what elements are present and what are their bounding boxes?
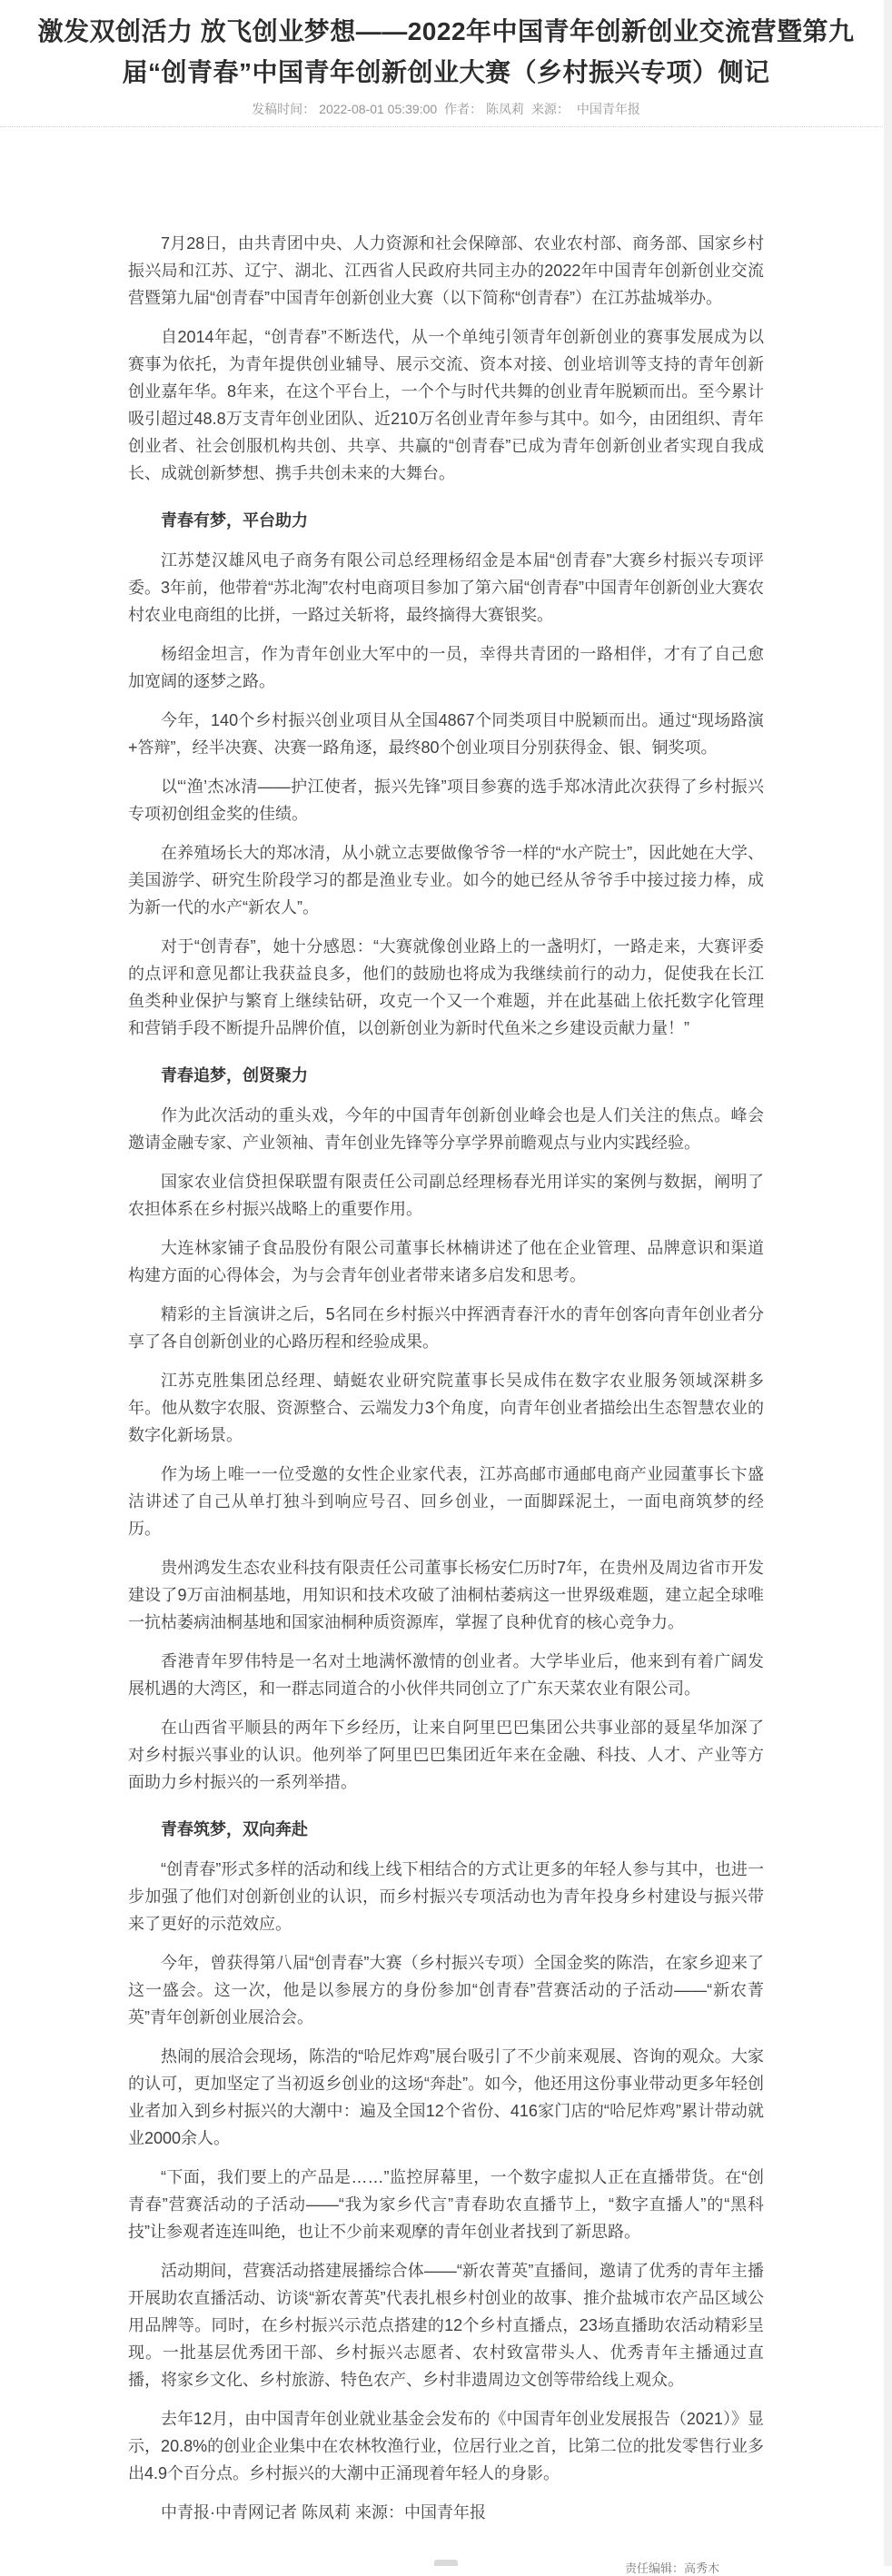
article-title: 激发双创活力 放飞创业梦想——2022年中国青年创新创业交流营暨第九届“创青春”中国青年创新创业大赛（乡村振兴专项）侧记 — [37, 17, 855, 86]
editor-label: 责任编辑： — [624, 2561, 684, 2575]
article-paragraph: 热闹的展洽会现场，陈浩的“哈尼炸鸡”展台吸引了不少前来观展、咨询的观众。大家的认可，更加坚定了当初返乡创业的这场“奔赴”。如今，他还用这份事业带动更多年轻创业者加入到乡村振兴的大潮中：遍及全国12个省份、416家门店的“哈尼炸鸡”累计带动就业2000余人。 — [128, 2047, 764, 2147]
article-paragraph: 贵州鸿发生态农业科技有限责任公司董事长杨安仁历时7年，在贵州及周边省市开发建设了9万亩油桐基地，用知识和技术攻破了油桐枯萎病这一世界级难题，建立起全球唯一抗枯萎病油桐基地和国家油桐种质资源库，掌握了良种优育的核心竞争力。 — [128, 1559, 764, 1631]
article-paragraph: 作为此次活动的重头戏，今年的中国青年创新创业峰会也是人们关注的焦点。峰会邀请金融专家、产业领袖、青年创业先锋等分享学界前瞻观点与业内实践经验。 — [128, 1106, 764, 1152]
article-paragraph: 在山西省平顺县的两年下乡经历，让来自阿里巴巴集团公共事业部的聂星华加深了对乡村振兴事业的认识。他列举了阿里巴巴集团近年来在金融、科技、人才、产业等方面助力乡村振兴的一系列举措。 — [128, 1719, 764, 1791]
page-bottom-divider — [434, 2560, 458, 2566]
article-paragraph: 大连林家铺子食品股份有限公司董事长林楠讲述了他在企业管理、品牌意识和渠道构建方面的心得体会，为与会青年创业者带来诸多启发和思考。 — [128, 1239, 764, 1284]
article-body — [128, 127, 764, 2526]
article-meta — [0, 100, 892, 118]
section-heading: 青春有梦，平台助力 — [161, 511, 308, 530]
article-paragraph: 自2014年起，“创青春”不断迭代，从一个单纯引领青年创新创业的赛事发展成为以赛事为依托，为青年提供创业辅导、展示交流、资本对接、创业培训等支持的青年创新创业嘉年华。8年来，在这个平台上，一个个与时代共舞的创业青年脱颖而出。至今累计吸引超过48.8万支青年创业团队、近210万名创业青年参与其中。如今，由团组织、青年创业者、社会创服机构共创、共享、共赢的“创青春”已成为青年创新创业者实现自我成长、成就创新梦想、携手共创未来的大舞台。 — [128, 328, 764, 482]
article-paragraph: 去年12月，由中国青年创业就业基金会发布的《中国青年创业发展报告（2021）》显示，20.8%的创业企业集中在农林牧渔行业，位居行业之首，比第二位的批发零售行业多出4.9个百分点。乡村振兴的大潮中正涌现着年轻人的身影。 — [128, 2410, 764, 2482]
article-paragraph: 江苏克胜集团总经理、蜻蜓农业研究院董事长吴成伟在数字农业服务领域深耕多年。他从数字农服、资源整合、云端发力3个角度，向青年创业者描绘出生态智慧农业的数字化新场景。 — [128, 1372, 764, 1444]
author-label: 作者： — [444, 102, 483, 116]
editor-value: 高秀木 — [683, 2561, 719, 2575]
article-paragraph: 以“‘渔’杰冰清——护江使者，振兴先锋”项目参赛的选手郑冰清此次获得了乡村振兴专项初创组金奖的佳绩。 — [128, 778, 764, 823]
article-paragraph: 国家农业信贷担保联盟有限责任公司副总经理杨春光用详实的案例与数据，阐明了农担体系在乡村振兴战略上的重要作用。 — [128, 1173, 764, 1218]
article-paragraph: 中青报·中青网记者 陈凤莉 来源：中国青年报 — [161, 2503, 486, 2522]
publish-time-label: 发稿时间： — [252, 102, 316, 116]
article-paragraph: “创青春”形式多样的活动和线上线下相结合的方式让更多的年轻人参与其中，也进一步加强了他们对创新创业的认识，而乡村振兴专项活动也为青年投身乡村建设与振兴带来了更好的示范效应。 — [128, 1860, 764, 1933]
section-heading: 青春追梦，创贤聚力 — [161, 1066, 308, 1085]
article-paragraph: 活动期间，营赛活动搭建展播综合体——“新农菁英”直播间，邀请了优秀的青年主播开展助农直播活动、访谈“新农菁英”代表扎根乡村创业的故事、推介盐城市农产品区域公用品牌等。同时，在乡村振兴示范点搭建的12个乡村直播点，23场直播助农活动精彩呈现。一批基层优秀团干部、乡村振兴志愿者、农村致富带头人、优秀青年主播通过直播，将家乡文化、乡村旅游、特色农产、乡村非遗周边文创等带给线上观众。 — [128, 2262, 764, 2389]
article-paragraph: 今年，曾获得第八届“创青春”大赛（乡村振兴专项）全国金奖的陈浩，在家乡迎来了这一盛会。这一次，他是以参展方的身份参加“创青春”营赛活动的子活动——“新农菁英”青年创新创业展洽会。 — [128, 1954, 764, 2026]
article-paragraph: 精彩的主旨演讲之后，5名同在乡村振兴中挥洒青春汗水的青年创客向青年创业者分享了各自创新创业的心路历程和经验成果。 — [128, 1305, 764, 1351]
source-label: 来源： — [530, 102, 570, 116]
article-paragraph: 7月28日，由共青团中央、人力资源和社会保障部、农业农村部、商务部、国家乡村振兴局和江苏、辽宁、湖北、江西省人民政府共同主办的2022年中国青年创新创业交流营暨第九届“创青春”中国青年创新创业大赛（以下简称“创青春”）在江苏盐城举办。 — [128, 234, 764, 307]
scrollbar-track[interactable] — [884, 0, 892, 2566]
article-paragraph: “下面，我们要上的产品是……”监控屏幕里，一个数字虚拟人正在直播带货。在“创青春”营赛活动的子活动——“我为家乡代言”青春助农直播节上，“数字直播人”的“黑科技”让参观者连连叫绝，也让不少前来观摩的青年创业者找到了新思路。 — [128, 2168, 764, 2241]
article-paragraph: 作为场上唯一一位受邀的女性企业家代表，江苏高邮市通邮电商产业园董事长卞盛洁讲述了自己从单打独斗到响应号召、回乡创业，一面脚踩泥土，一面电商筑梦的经历。 — [128, 1465, 764, 1538]
section-heading: 青春筑梦，双向奔赴 — [161, 1820, 308, 1838]
article-paragraph: 江苏楚汉雄风电子商务有限公司总经理杨绍金是本届“创青春”大赛乡村振兴专项评委。3年前，他带着“苏北淘”农村电商项目参加了第六届“创青春”中国青年创新创业大赛农村农业电商组的比拼，一路过关斩将，最终摘得大赛银奖。 — [128, 551, 764, 624]
article-paragraph: 对于“创青春”，她十分感恩：“大赛就像创业路上的一盏明灯，一路走来，大赛评委的点评和意见都让我获益良多，他们的鼓励也将成为我继续前行的动力，促使我在长江鱼类种业保护与繁育上继续钻研，攻克一个又一个难题，并在此基础上依托数字化管理和营销手段不断提升品牌价值，以创新创业为新时代鱼米之乡建设贡献力量！” — [128, 937, 764, 1037]
article-paragraph: 在养殖场长大的郑冰清，从小就立志要做像爷爷一样的“水产院士”，因此她在大学、美国游学、研究生阶段学习的都是渔业专业。如今的她已经从爷爷手中接过接力棒，成为新一代的水产“新农人”。 — [128, 844, 764, 916]
publish-time-value: 2022-08-01 05:39:00 — [319, 102, 438, 116]
author-value: 陈凤莉 — [486, 102, 525, 116]
article-paragraph: 杨绍金坦言，作为青年创业大军中的一员，幸得共青团的一路相伴，才有了自己愈加宽阔的逐梦之路。 — [128, 645, 764, 690]
source-value: 中国青年报 — [576, 102, 640, 116]
article-paragraph: 今年，140个乡村振兴创业项目从全国4867个同类项目中脱颖而出。通过“现场路演+答辩”，经半决赛、决赛一路角逐，最终80个创业项目分别获得金、银、铜奖项。 — [128, 711, 764, 757]
article-paragraph: 香港青年罗伟特是一名对土地满怀激情的创业者。大学毕业后，他来到有着广阔发展机遇的大湾区，和一群志同道合的小伙伴共同创立了广东天菜农业有限公司。 — [128, 1652, 764, 1698]
